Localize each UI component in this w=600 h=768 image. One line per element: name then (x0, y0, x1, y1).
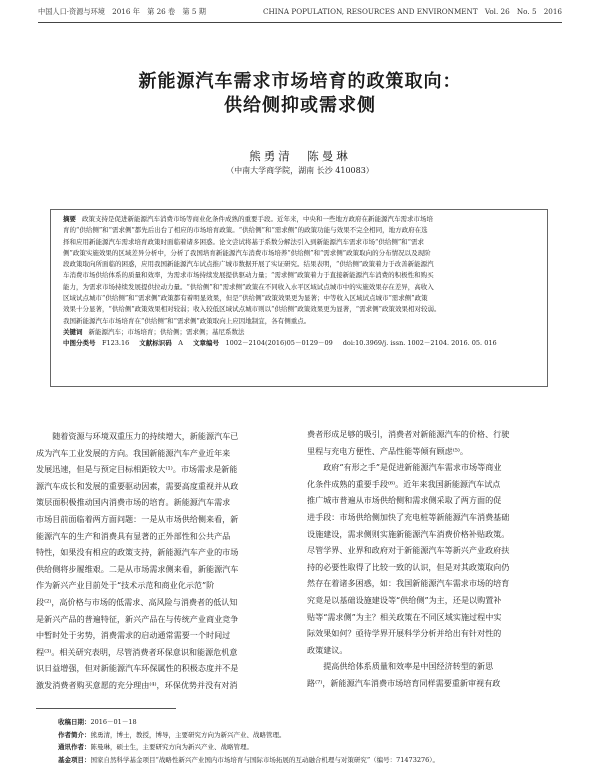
article-no-label: 文章编号 (192, 339, 219, 348)
body-line: 识日益增强，但对新能源汽车环保属性的积极态度并不是 (36, 663, 239, 674)
body-line: 供给侧将步履维艰。二是从市场需求侧来看，新能源汽车 (36, 563, 239, 574)
body-line: 提高供给体系质量和效率是中国经济转型的新思 (307, 661, 494, 672)
abstract-line: 育的“供给侧”和“需求侧”都先后出台了相应的市场培育政策。“供给侧”和“需求侧”的政策功能与效果不完全相同，地方政府在选 (63, 226, 428, 235)
abstract-line: 效果十分显著，“供给侧”政策效果相对较弱；收入较低区域试点城市则以“供给侧”政策效果更为显著，“需求侧”政策效果相对较弱。 (63, 305, 441, 314)
body-line: 随着资源与环境双重压力的持续增大，新能源汽车已 (36, 431, 239, 441)
doc-code-label: 文献标识码 (139, 339, 172, 348)
abstract-line: 能力，为需求市场持续发展提供拉动力量。“供给侧”和“需求侧”政策在不同收入水平区域试点城市中的实施效果存在差异，高收入 (63, 282, 434, 291)
body-line: 策层面积极推动国内消费市场的培育。新能源汽车需求 (36, 497, 231, 508)
clc-value: F123.16 (102, 339, 130, 348)
body-line: 然存在着诸多困惑，如：我国新能源汽车需求市场的培育 (307, 578, 510, 589)
article-title (0, 70, 600, 118)
abstract-line: 段政策取向所面临的困惑，应用我国新能源汽车试点推广城市数据开展了实证研究。结果表明，“供给侧”政策着力于改善新能源汽 (63, 260, 434, 269)
body-line: 进手段：市场供给侧加快了充电桩等新能源汽车消费基础 (307, 511, 510, 522)
keywords-label: 关键词 (63, 327, 83, 336)
body-line: 段⁽²⁾，高价格与市场的低需求、高风险与消费者的低认知 (36, 596, 238, 607)
body-line: 是新兴产品的普遍特征，新兴产品在与传统产业商业竞争 (36, 613, 239, 624)
article-no-value: 1002－2104(2016)05－0129－09 (225, 339, 333, 348)
footnote-corresponding: 通讯作者：陈曼琳，硕士生，主要研究方向为新兴产业、战略管理。 (58, 743, 253, 751)
body-line: 特性，如果没有相应的政策支持，新能源汽车产业的市场 (36, 547, 239, 558)
doc-code-value: A (178, 339, 183, 348)
body-column-right (307, 426, 565, 692)
body-line: 发展迅速，但是与预定目标相距较大⁽¹⁾。市场需求是新能 (36, 464, 238, 475)
header-journal-cn: 中国人口·资源与环境 2016 年 第 26 卷 第 5 期 (38, 7, 206, 16)
abstract-line: 摘要 政策支持是促进新能源汽车消费市场等商业化条件成熟的重要手段。近年来，中央和一些地方政府在新能源汽车需求市场培 (63, 215, 433, 223)
abstract-line: 择和应用新能源汽车需求培育政策时面临着诸多困惑。论文尝试将基于系数分解法引入到新能源汽车需求市场“供给侧”和“需求 (63, 237, 424, 246)
body-line: 里程与充电方便性、产品性能等倾有顾虑⁽⁵⁾。 (307, 445, 469, 456)
body-line: 究竟是以基础设施建设等“供给侧”为主，还是以购置补 (307, 594, 502, 605)
footnote-author-bio: 作者简介：熊勇清，博士，教授，博导，主要研究方向为新兴产业、战略管理。 (58, 730, 286, 739)
title-line-2: 供给侧抑或需求侧 (224, 95, 376, 116)
abstract-label: 摘要 (63, 215, 76, 223)
doi: doi:10.3969/j. issn. 1002－2104. 2016. 05. 016 (342, 339, 497, 348)
body-line: 中暂时处于劣势，消费需求的启动通常需要一个时间过 (36, 630, 231, 641)
abstract-line: 车消费市场供给体系的质量和效率，为需求市场持续发展提供驱动力量；“需求侧”政策着力于直接新能源汽车消费的积极性和购买 (63, 271, 434, 280)
authors: 熊勇清 陈曼琳 (249, 149, 351, 163)
body-line: 作为新兴产业目前处于“技术示范和商业化示范”阶 (36, 580, 215, 591)
body-line: 持的必要性取得了比较一致的认识，但是对其政策取向仍 (307, 561, 510, 572)
title-line-1: 新能源汽车需求市场培育的政策取向： (138, 71, 462, 92)
body-line: 际效果如何？亟待学界开展科学分析并给出有针对性的 (307, 628, 502, 639)
body-line: 能源汽车的生产和消费具有显著的正外部性和公共产品 (36, 530, 231, 541)
affiliation: （中南大学商学院，湖南 长沙 410083） (226, 166, 374, 175)
body-line: 推广城市普遍从市场供给侧和需求侧采取了两方面的促 (307, 495, 502, 506)
body-line: 贴等“需求侧”为主？相关政策在不同区域实施过程中实 (307, 611, 502, 622)
abstract-line: 区域试点城市“供给侧”和“需求侧”政策都有着明显效果，但是“供给侧”政策效果更为显著；中等收入区域试点城市“需求侧”政策 (63, 294, 428, 303)
keywords (63, 327, 535, 338)
body-line: 源汽车成长和发展的重要驱动因素，需要高度重视并从政 (36, 480, 239, 491)
body-line: 成为汽车工业发展的方向。我国新能源汽车产业近年来 (36, 447, 231, 458)
body-line: 尽管学界、业界和政府对于新能源汽车等新兴产业政府扶 (307, 545, 510, 556)
clc-label: 中图分类号 (63, 339, 96, 348)
body-line: 费者形成足够的吸引，消费者对新能源汽车的价格、行驶 (307, 429, 510, 439)
body-line: 激发消费者购买意愿的充分理由⁽⁴⁾，环保优势并没有对消 (36, 679, 238, 690)
header-journal-en: CHINA POPULATION, RESOURCES AND ENVIRONMENT Vol. 26 No. 5 2016 (263, 7, 562, 16)
body-line: 市场目前面临着两方面问题：一是从市场供给侧来看，新 (36, 513, 239, 524)
running-header (38, 7, 562, 17)
abstract-line: 侧”政策实施效果的区域差异分析中，分析了我国培育新能源汽车消费市场培养“供给侧”和“需求侧”政策取向的分布情况以及现阶 (63, 248, 431, 257)
body-line: 政策建议。 (307, 644, 348, 655)
footnote-rule (36, 708, 176, 709)
body-line: 政府“有形之手”是促进新能源汽车需求市场等商业 (307, 462, 502, 473)
footnote-received: 收稿日期：2016－01－18 (58, 718, 137, 726)
body-line: 路⁽⁷⁾，新能源汽车消费市场培育同样需要重新审视有政 (307, 677, 501, 688)
body-line: 设施建设，需求侧则实施新能源汽车消费价格补贴政策。 (307, 528, 510, 539)
abstract-line: 我国新能源汽车市场培育在“供给侧”和“需求侧”政策取向上应因地制宜，各有侧重点。 (63, 316, 311, 325)
keywords-text: 新能源汽车；市场培育；供给侧；需求侧；基尼系数法 (88, 327, 245, 336)
abstract-box (50, 209, 548, 387)
body-line: 程⁽³⁾。相关研究表明，尽管消费者环保意识和能源危机意 (36, 646, 238, 657)
footnote-funding: 基金项目：国家自然科学基金项目“战略性新兴产业国内市场培育与国际市场拓展的互动融合机理与对策研究”（编号：71473276）。 (58, 755, 439, 764)
footnotes (58, 716, 578, 766)
body-column-left (36, 428, 294, 694)
classification-line (63, 338, 535, 349)
body-line: 化条件成熟的重要手段⁽⁶⁾。近年来我国新能源汽车试点 (307, 478, 501, 489)
header-rule (38, 22, 562, 23)
